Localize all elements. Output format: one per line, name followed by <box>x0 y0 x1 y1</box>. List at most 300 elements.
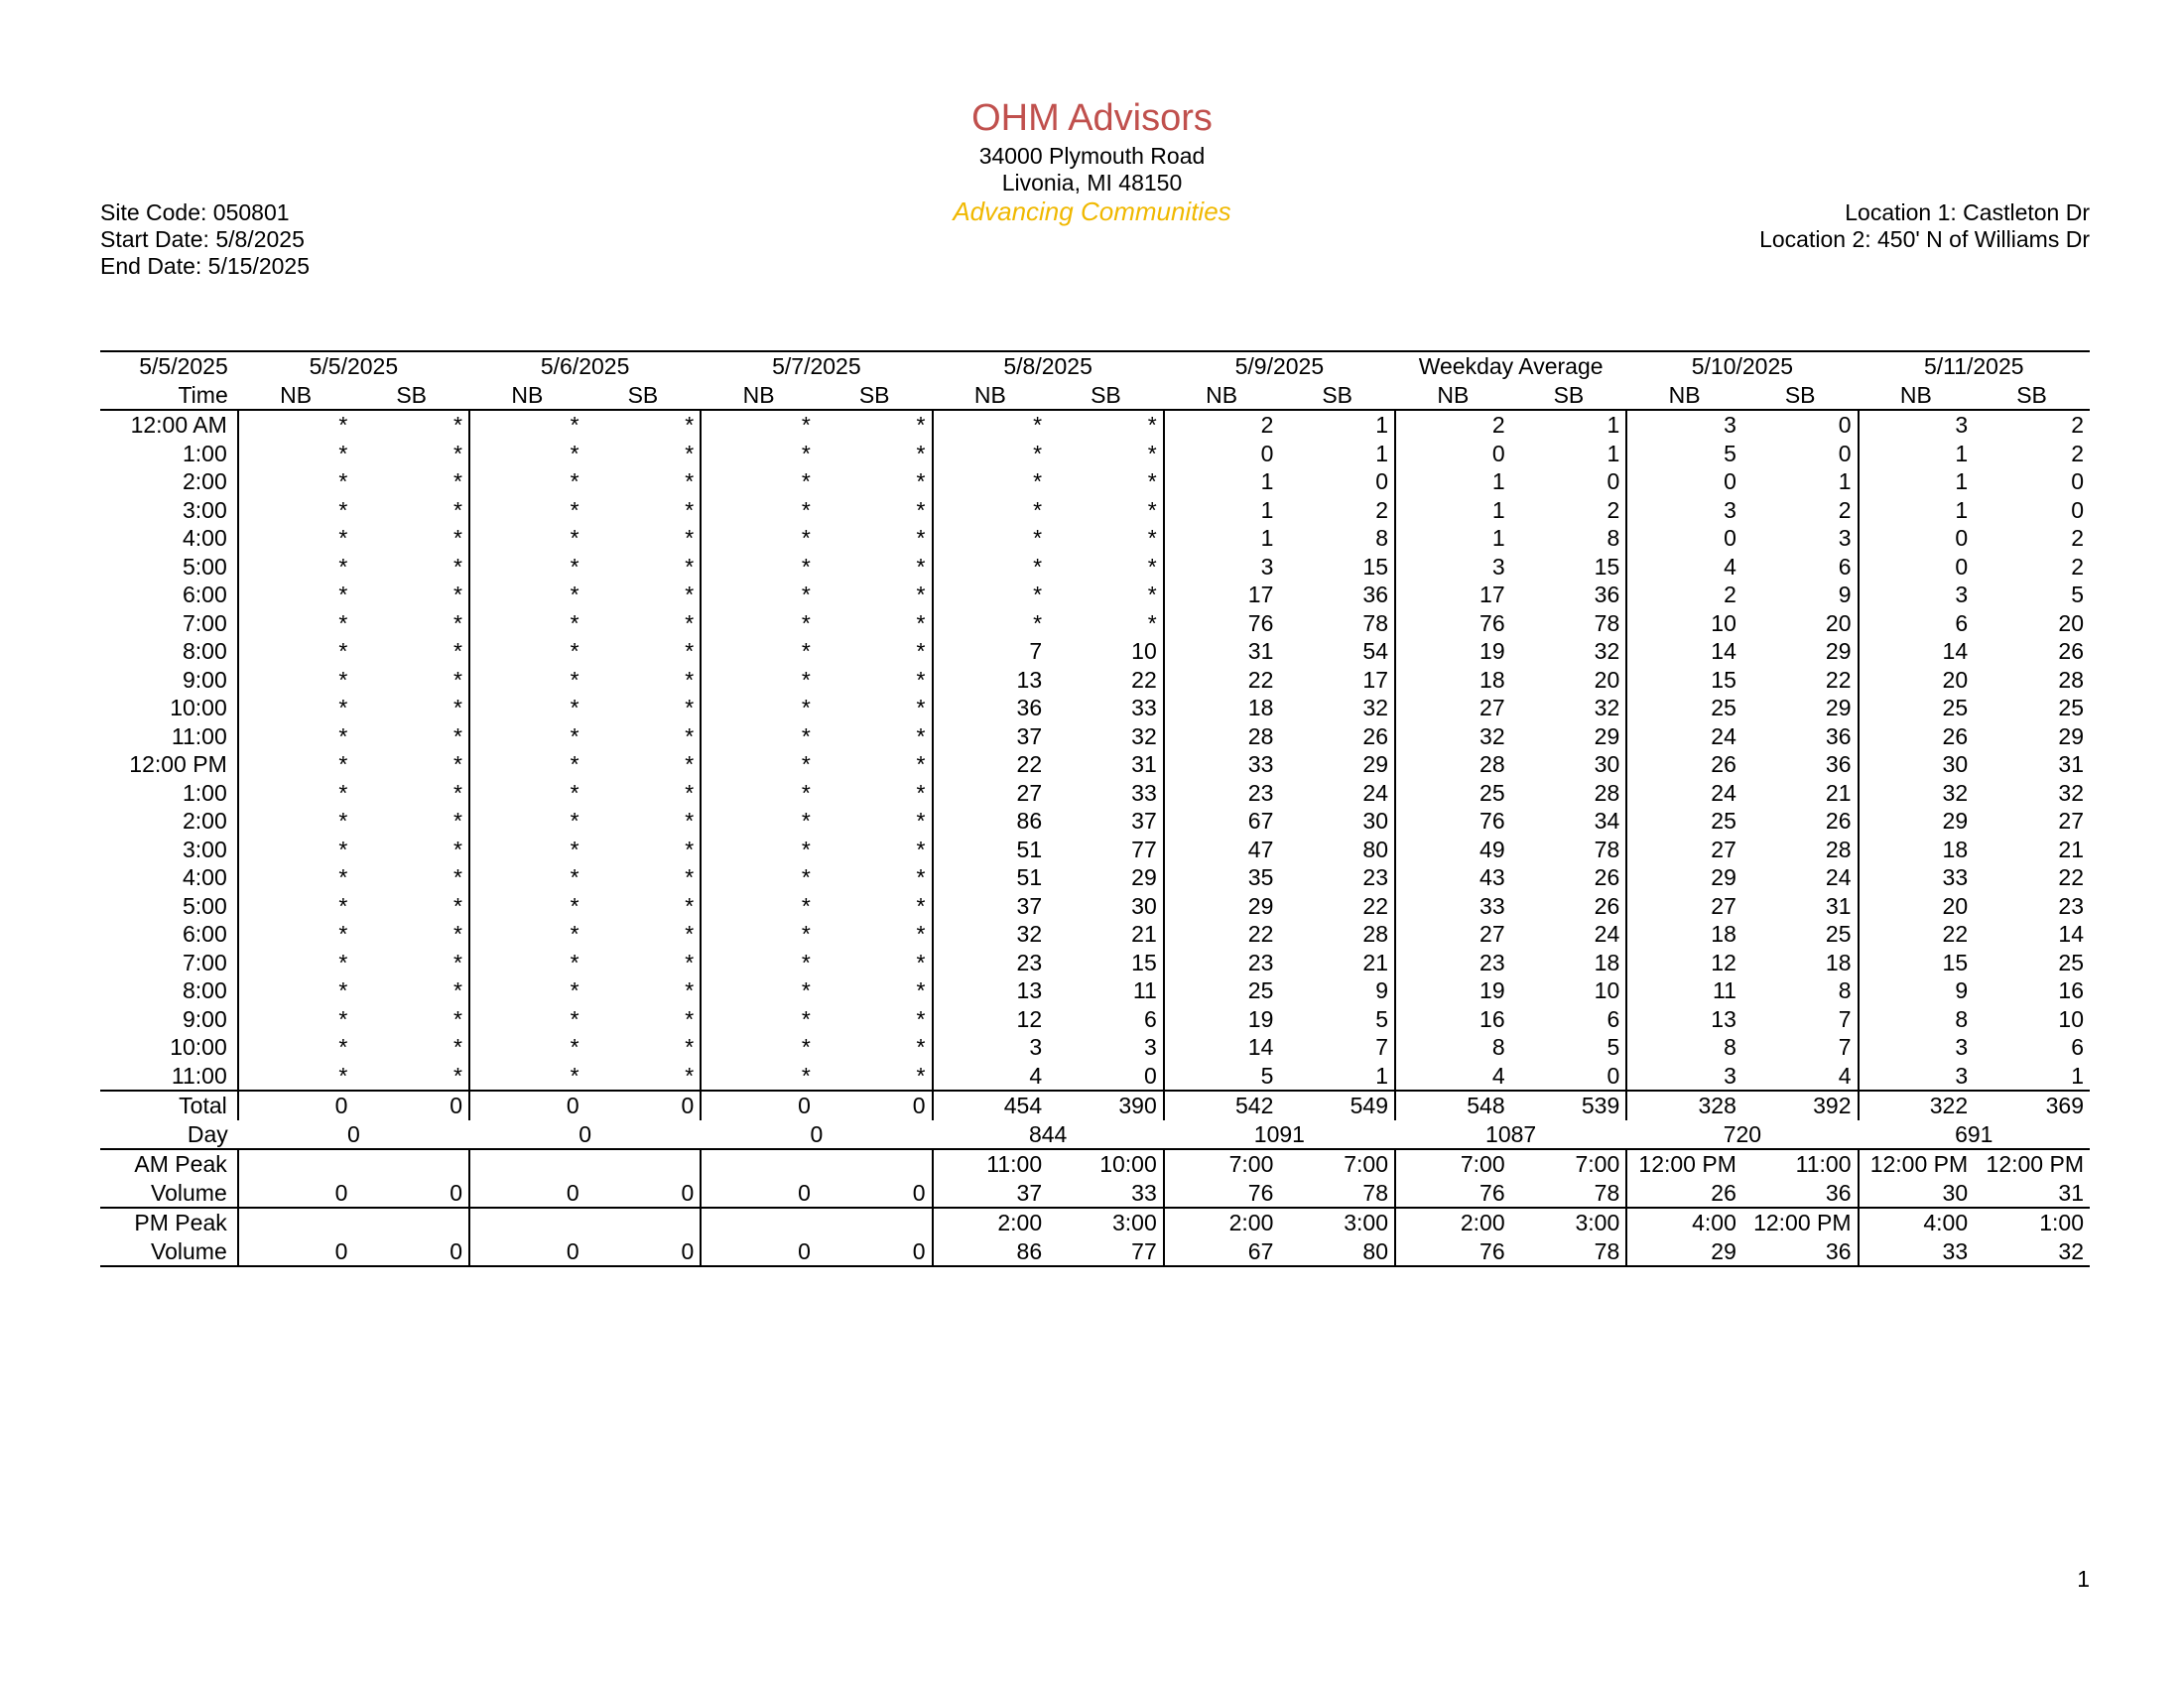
count-cell: * <box>933 524 1049 553</box>
count-cell <box>817 1208 933 1237</box>
count-cell: 0 <box>681 1179 695 1206</box>
row-label: 10:00 <box>170 1034 227 1061</box>
count-cell: 3 <box>1838 525 1852 552</box>
count-cell: 5 <box>1606 1034 1620 1061</box>
column-group-header: 5/10/2025 <box>1626 351 1858 381</box>
count-cell: 35 <box>1164 863 1280 892</box>
location-info <box>1759 199 2090 253</box>
count-cell: 1 <box>2071 1062 2084 1089</box>
hour-row <box>100 1062 2090 1092</box>
count-cell: * <box>933 609 1049 638</box>
count-cell: 20 <box>1859 892 1975 921</box>
count-cell: 37 <box>933 892 1049 921</box>
count-cell: * <box>701 440 817 468</box>
count-cell: 25 <box>1626 807 1742 836</box>
count-cell: * <box>238 553 354 582</box>
count-cell: 11 <box>1626 976 1742 1005</box>
company-name: OHM Advisors <box>971 97 1213 139</box>
row-label: 1:00 <box>182 779 227 806</box>
count-cell: 29 <box>1626 863 1742 892</box>
count-cell: 0 <box>469 1237 585 1267</box>
count-cell: 25 <box>2058 949 2084 975</box>
row-label: Volume <box>151 1179 227 1206</box>
count-cell: 25 <box>2058 695 2084 721</box>
count-cell: 21 <box>2058 836 2084 862</box>
count-cell: * <box>701 892 817 921</box>
hour-row <box>100 694 2090 722</box>
count-cell: * <box>1147 440 1157 466</box>
count-cell: * <box>685 553 695 580</box>
count-cell: 7 <box>1838 1005 1852 1032</box>
hour-row <box>100 807 2090 836</box>
count-cell: 76 <box>1164 1179 1280 1209</box>
count-cell <box>701 1208 817 1237</box>
count-cell: 77 <box>1131 836 1157 862</box>
count-cell: 30 <box>1859 750 1975 779</box>
count-cell: 0 <box>450 1179 462 1206</box>
count-cell: * <box>469 440 585 468</box>
count-cell: 10 <box>1131 638 1157 665</box>
count-cell: 7 <box>933 637 1049 666</box>
count-cell: * <box>469 976 585 1005</box>
count-cell: 11 <box>1132 977 1157 1004</box>
count-cell: * <box>916 468 926 495</box>
count-cell: 14 <box>1859 637 1975 666</box>
count-cell: 22 <box>1362 892 1388 919</box>
location-1: Location 1: Castleton Dr <box>1845 199 2090 225</box>
count-cell: * <box>238 920 354 949</box>
count-cell: 28 <box>1395 750 1511 779</box>
count-cell: * <box>916 892 926 919</box>
count-cell: 4 <box>933 1062 1049 1092</box>
count-cell: 28 <box>1362 921 1388 948</box>
count-cell: 539 <box>1511 1091 1627 1120</box>
count-cell: 36 <box>1825 1179 1852 1206</box>
count-cell: 549 <box>1279 1091 1395 1120</box>
count-cell: 31 <box>1131 751 1157 778</box>
count-cell: 32 <box>1859 779 1975 808</box>
count-cell: * <box>685 892 695 919</box>
count-cell: 33 <box>1131 1179 1157 1206</box>
count-cell: * <box>916 836 926 862</box>
count-cell: * <box>453 892 462 919</box>
count-cell: * <box>916 666 926 693</box>
count-cell: 548 <box>1395 1091 1511 1120</box>
count-cell: * <box>238 524 354 553</box>
count-cell: 12:00 PM <box>1859 1149 1975 1179</box>
count-cell: 0 <box>2071 468 2084 495</box>
hour-row <box>100 581 2090 609</box>
count-cell: 67 <box>1164 1237 1280 1267</box>
count-cell: 29 <box>1626 1237 1742 1267</box>
count-cell: 18 <box>1859 836 1975 864</box>
count-cell <box>353 1208 469 1237</box>
count-cell: 29 <box>1362 751 1388 778</box>
count-cell: 392 <box>1742 1091 1859 1120</box>
count-cell: * <box>453 921 462 948</box>
count-cell: * <box>469 1033 585 1062</box>
row-label: 2:00 <box>182 468 227 495</box>
count-cell: 20 <box>2058 609 2084 636</box>
count-cell: 23 <box>1164 779 1280 808</box>
count-cell: * <box>916 412 926 439</box>
count-cell: * <box>916 921 926 948</box>
site-info <box>100 199 310 280</box>
count-cell: 12 <box>1626 949 1742 977</box>
count-cell: 77 <box>1048 1237 1164 1267</box>
count-cell: 19 <box>1164 1005 1280 1034</box>
count-cell: 18 <box>1825 949 1852 975</box>
count-cell: * <box>238 976 354 1005</box>
count-cell: * <box>469 581 585 609</box>
count-cell: 0 <box>1859 524 1975 553</box>
count-cell: 0 <box>701 1091 817 1120</box>
count-cell: 23 <box>1395 949 1511 977</box>
count-cell: * <box>1147 496 1157 523</box>
count-cell: 3:00 <box>1511 1208 1627 1237</box>
hour-row <box>100 524 2090 553</box>
count-cell: 22 <box>933 750 1049 779</box>
count-cell: 32 <box>933 920 1049 949</box>
count-cell: * <box>469 779 585 808</box>
count-cell: * <box>238 722 354 751</box>
count-cell: * <box>238 779 354 808</box>
count-cell: * <box>685 695 695 721</box>
count-cell: * <box>238 637 354 666</box>
count-cell: 9 <box>1838 582 1852 608</box>
count-cell: 33 <box>1164 750 1280 779</box>
sb-header: SB <box>1279 381 1395 411</box>
count-cell: 22 <box>1164 920 1280 949</box>
count-cell: 8 <box>1606 525 1620 552</box>
count-cell: 36 <box>933 694 1049 722</box>
count-cell: * <box>701 694 817 722</box>
row-label: PM Peak <box>100 1208 238 1237</box>
row-label: 1:00 <box>182 440 227 466</box>
count-cell: * <box>453 582 462 608</box>
count-cell: 0 <box>2071 496 2084 523</box>
count-cell: 15 <box>1594 553 1620 580</box>
count-cell: 13 <box>933 976 1049 1005</box>
count-cell: 0 <box>1375 468 1388 495</box>
count-cell: 2 <box>1838 496 1852 523</box>
total-row <box>100 1091 2090 1120</box>
count-cell: * <box>701 496 817 525</box>
hour-row <box>100 637 2090 666</box>
count-cell: 15 <box>1362 553 1388 580</box>
count-cell: 14 <box>2058 921 2084 948</box>
count-cell <box>469 1149 585 1179</box>
count-cell: 8 <box>1395 1033 1511 1062</box>
row-label: 7:00 <box>182 949 227 975</box>
count-cell: 0 <box>469 1179 585 1209</box>
count-cell: * <box>685 722 695 749</box>
count-cell: 14 <box>1626 637 1742 666</box>
count-cell: * <box>238 836 354 864</box>
count-cell: 15 <box>1131 949 1157 975</box>
count-cell: 0 <box>1626 467 1742 496</box>
count-cell: * <box>916 525 926 552</box>
count-cell: * <box>916 496 926 523</box>
count-cell: * <box>916 553 926 580</box>
site-code: Site Code: 050801 <box>100 199 290 225</box>
count-cell: 3 <box>1859 581 1975 609</box>
count-cell: * <box>916 1005 926 1032</box>
count-cell <box>469 1208 585 1237</box>
count-cell: * <box>1147 553 1157 580</box>
hour-row <box>100 920 2090 949</box>
count-cell: 24 <box>1626 779 1742 808</box>
count-cell: 10 <box>2058 1005 2084 1032</box>
count-cell: 0 <box>353 1237 469 1267</box>
count-cell: * <box>933 410 1049 440</box>
day-total-row <box>100 1120 2090 1150</box>
day-total-cell: 0 <box>346 1120 360 1147</box>
count-cell: 3:00 <box>1279 1208 1395 1237</box>
count-cell: 6 <box>2071 1034 2084 1061</box>
count-cell: * <box>469 750 585 779</box>
count-cell: 32 <box>1395 722 1511 751</box>
row-label: 8:00 <box>182 638 227 665</box>
count-cell: 13 <box>1626 1005 1742 1034</box>
count-cell: * <box>1147 609 1157 636</box>
row-label: 5:00 <box>182 553 227 580</box>
count-cell: 76 <box>1395 1237 1511 1267</box>
count-cell: 23 <box>2058 892 2084 919</box>
count-cell: 0 <box>238 1179 354 1209</box>
row-label: AM Peak <box>100 1149 238 1179</box>
count-cell: 328 <box>1626 1091 1742 1120</box>
count-cell: * <box>453 864 462 891</box>
count-cell: * <box>238 750 354 779</box>
nb-header: NB <box>1626 381 1742 411</box>
count-cell: * <box>469 949 585 977</box>
hour-row <box>100 553 2090 582</box>
count-cell: 0 <box>353 1091 469 1120</box>
count-cell: 19 <box>1395 976 1511 1005</box>
count-cell: 1 <box>1375 412 1388 439</box>
sb-header: SB <box>1048 381 1164 411</box>
count-cell: 11:00 <box>933 1149 1049 1179</box>
count-cell: 22 <box>1825 666 1852 693</box>
count-cell: 16 <box>1395 1005 1511 1034</box>
day-total-cell: 844 <box>1028 1120 1068 1147</box>
count-cell: 32 <box>1362 695 1388 721</box>
count-cell: 36 <box>1362 582 1388 608</box>
traffic-count-table <box>100 350 2090 1267</box>
count-cell <box>701 1149 817 1179</box>
count-cell: 26 <box>2058 638 2084 665</box>
count-cell: 26 <box>1825 808 1852 835</box>
nb-header: NB <box>1395 381 1511 411</box>
count-cell: 27 <box>1626 892 1742 921</box>
count-cell: * <box>469 496 585 525</box>
count-cell: 0 <box>1143 1062 1157 1089</box>
count-cell: 76 <box>1395 1179 1511 1209</box>
count-cell: 6 <box>1143 1005 1157 1032</box>
sb-header: SB <box>817 381 933 411</box>
sb-header: SB <box>1742 381 1859 411</box>
count-cell: * <box>701 410 817 440</box>
count-cell: * <box>453 722 462 749</box>
day-total-cell: 0 <box>810 1120 824 1147</box>
count-cell: 24 <box>1825 864 1852 891</box>
address-line-2: Livonia, MI 48150 <box>1001 170 1183 195</box>
count-cell: 17 <box>1164 581 1280 609</box>
count-cell: * <box>469 892 585 921</box>
hour-row <box>100 1033 2090 1062</box>
count-cell: * <box>453 638 462 665</box>
count-cell: 36 <box>1825 722 1852 749</box>
count-cell: 2:00 <box>1395 1208 1511 1237</box>
count-cell: 36 <box>1742 1237 1859 1267</box>
count-cell: * <box>469 609 585 638</box>
count-cell: * <box>916 695 926 721</box>
count-cell: 9 <box>1859 976 1975 1005</box>
count-cell: 3 <box>1164 553 1280 582</box>
count-cell <box>353 1149 469 1179</box>
count-cell: 5 <box>1164 1062 1280 1092</box>
count-cell: 51 <box>933 863 1049 892</box>
count-cell: 22 <box>1131 666 1157 693</box>
count-cell: 1 <box>1859 440 1975 468</box>
count-cell: 20 <box>1825 609 1852 636</box>
count-cell: * <box>238 440 354 468</box>
sb-header: SB <box>353 381 469 411</box>
nb-header: NB <box>469 381 585 411</box>
count-cell: * <box>453 808 462 835</box>
count-cell: * <box>453 666 462 693</box>
day-total-cell: 720 <box>1723 1120 1762 1147</box>
count-cell: 22 <box>2058 864 2084 891</box>
count-cell: * <box>238 694 354 722</box>
count-cell: 0 <box>1859 553 1975 582</box>
count-cell: * <box>701 1005 817 1034</box>
column-group-header: 5/9/2025 <box>1164 351 1395 381</box>
count-cell: * <box>238 467 354 496</box>
count-cell: * <box>685 1034 695 1061</box>
count-cell: 29 <box>1825 695 1852 721</box>
count-cell: 3 <box>1626 1062 1742 1092</box>
count-cell: 1 <box>1838 468 1852 495</box>
count-cell: * <box>238 581 354 609</box>
count-cell: 37 <box>1131 808 1157 835</box>
count-cell: * <box>916 638 926 665</box>
page-number: 1 <box>2077 1566 2090 1592</box>
column-group-header: 5/5/2025 <box>238 351 469 381</box>
hour-row <box>100 976 2090 1005</box>
count-cell <box>238 1208 354 1237</box>
count-cell: * <box>238 1033 354 1062</box>
count-cell: 8 <box>1838 977 1852 1004</box>
count-cell: 2 <box>2071 553 2084 580</box>
nb-header: NB <box>701 381 817 411</box>
count-cell: 25 <box>1825 921 1852 948</box>
count-cell: * <box>701 836 817 864</box>
count-cell: 2 <box>2071 412 2084 439</box>
count-cell: * <box>453 977 462 1004</box>
count-cell: 26 <box>1594 864 1620 891</box>
count-cell: 78 <box>1594 836 1620 862</box>
count-cell: * <box>1147 525 1157 552</box>
count-cell: 22 <box>1164 666 1280 695</box>
hour-row <box>100 496 2090 525</box>
count-cell: 36 <box>1594 582 1620 608</box>
count-cell: 2 <box>1164 410 1280 440</box>
count-cell: 7:00 <box>1511 1149 1627 1179</box>
count-cell: 32 <box>2058 779 2084 806</box>
count-cell: 1:00 <box>1974 1208 2090 1237</box>
count-cell: 23 <box>933 949 1049 977</box>
hour-row <box>100 779 2090 808</box>
count-cell: * <box>238 807 354 836</box>
count-cell: 20 <box>1859 666 1975 695</box>
count-cell: * <box>469 920 585 949</box>
count-cell: 10:00 <box>1048 1149 1164 1179</box>
count-cell: 23 <box>1362 864 1388 891</box>
count-cell: 7 <box>1375 1034 1388 1061</box>
count-cell: * <box>685 751 695 778</box>
row-label: 11:00 <box>171 1062 227 1089</box>
count-cell: 24 <box>1626 722 1742 751</box>
row-label: 12:00 PM <box>129 751 227 778</box>
count-cell: 18 <box>1395 666 1511 695</box>
count-cell: * <box>701 863 817 892</box>
count-cell: * <box>933 581 1049 609</box>
count-cell: * <box>701 920 817 949</box>
count-cell: 21 <box>1825 779 1852 806</box>
count-cell: * <box>701 666 817 695</box>
count-cell: 36 <box>1825 751 1852 778</box>
count-cell: * <box>701 637 817 666</box>
count-cell: 37 <box>933 1179 1049 1209</box>
count-cell: * <box>1147 412 1157 439</box>
count-cell: 80 <box>1362 836 1388 862</box>
count-cell: 5 <box>1375 1005 1388 1032</box>
address-line-1: 34000 Plymouth Road <box>978 143 1206 169</box>
day-total-cell: 1087 <box>1485 1120 1537 1147</box>
count-cell: 3 <box>1626 410 1742 440</box>
count-cell: * <box>916 722 926 749</box>
count-cell: * <box>453 949 462 975</box>
count-cell: 76 <box>1395 807 1511 836</box>
count-cell: * <box>469 524 585 553</box>
row-label: 2:00 <box>182 808 227 835</box>
count-cell: 78 <box>1362 609 1388 636</box>
count-cell: * <box>916 977 926 1004</box>
hour-row <box>100 467 2090 496</box>
count-cell: * <box>238 496 354 525</box>
count-cell: 21 <box>1362 949 1388 975</box>
count-cell: 34 <box>1594 808 1620 835</box>
count-cell: 1 <box>1859 467 1975 496</box>
count-cell: 30 <box>1131 892 1157 919</box>
count-cell: 86 <box>933 1237 1049 1267</box>
hour-row <box>100 722 2090 751</box>
count-cell: 0 <box>817 1091 933 1120</box>
count-cell: 369 <box>1974 1091 2090 1120</box>
row-label: Volume <box>100 1237 238 1267</box>
count-cell: * <box>701 553 817 582</box>
count-cell: 0 <box>1164 440 1280 468</box>
count-cell: 1 <box>1859 496 1975 525</box>
count-cell: 2 <box>2071 440 2084 466</box>
count-cell: 4 <box>1838 1062 1852 1089</box>
count-cell: * <box>453 695 462 721</box>
hour-row <box>100 949 2090 977</box>
count-cell: 51 <box>933 836 1049 864</box>
count-cell: 18 <box>1594 949 1620 975</box>
